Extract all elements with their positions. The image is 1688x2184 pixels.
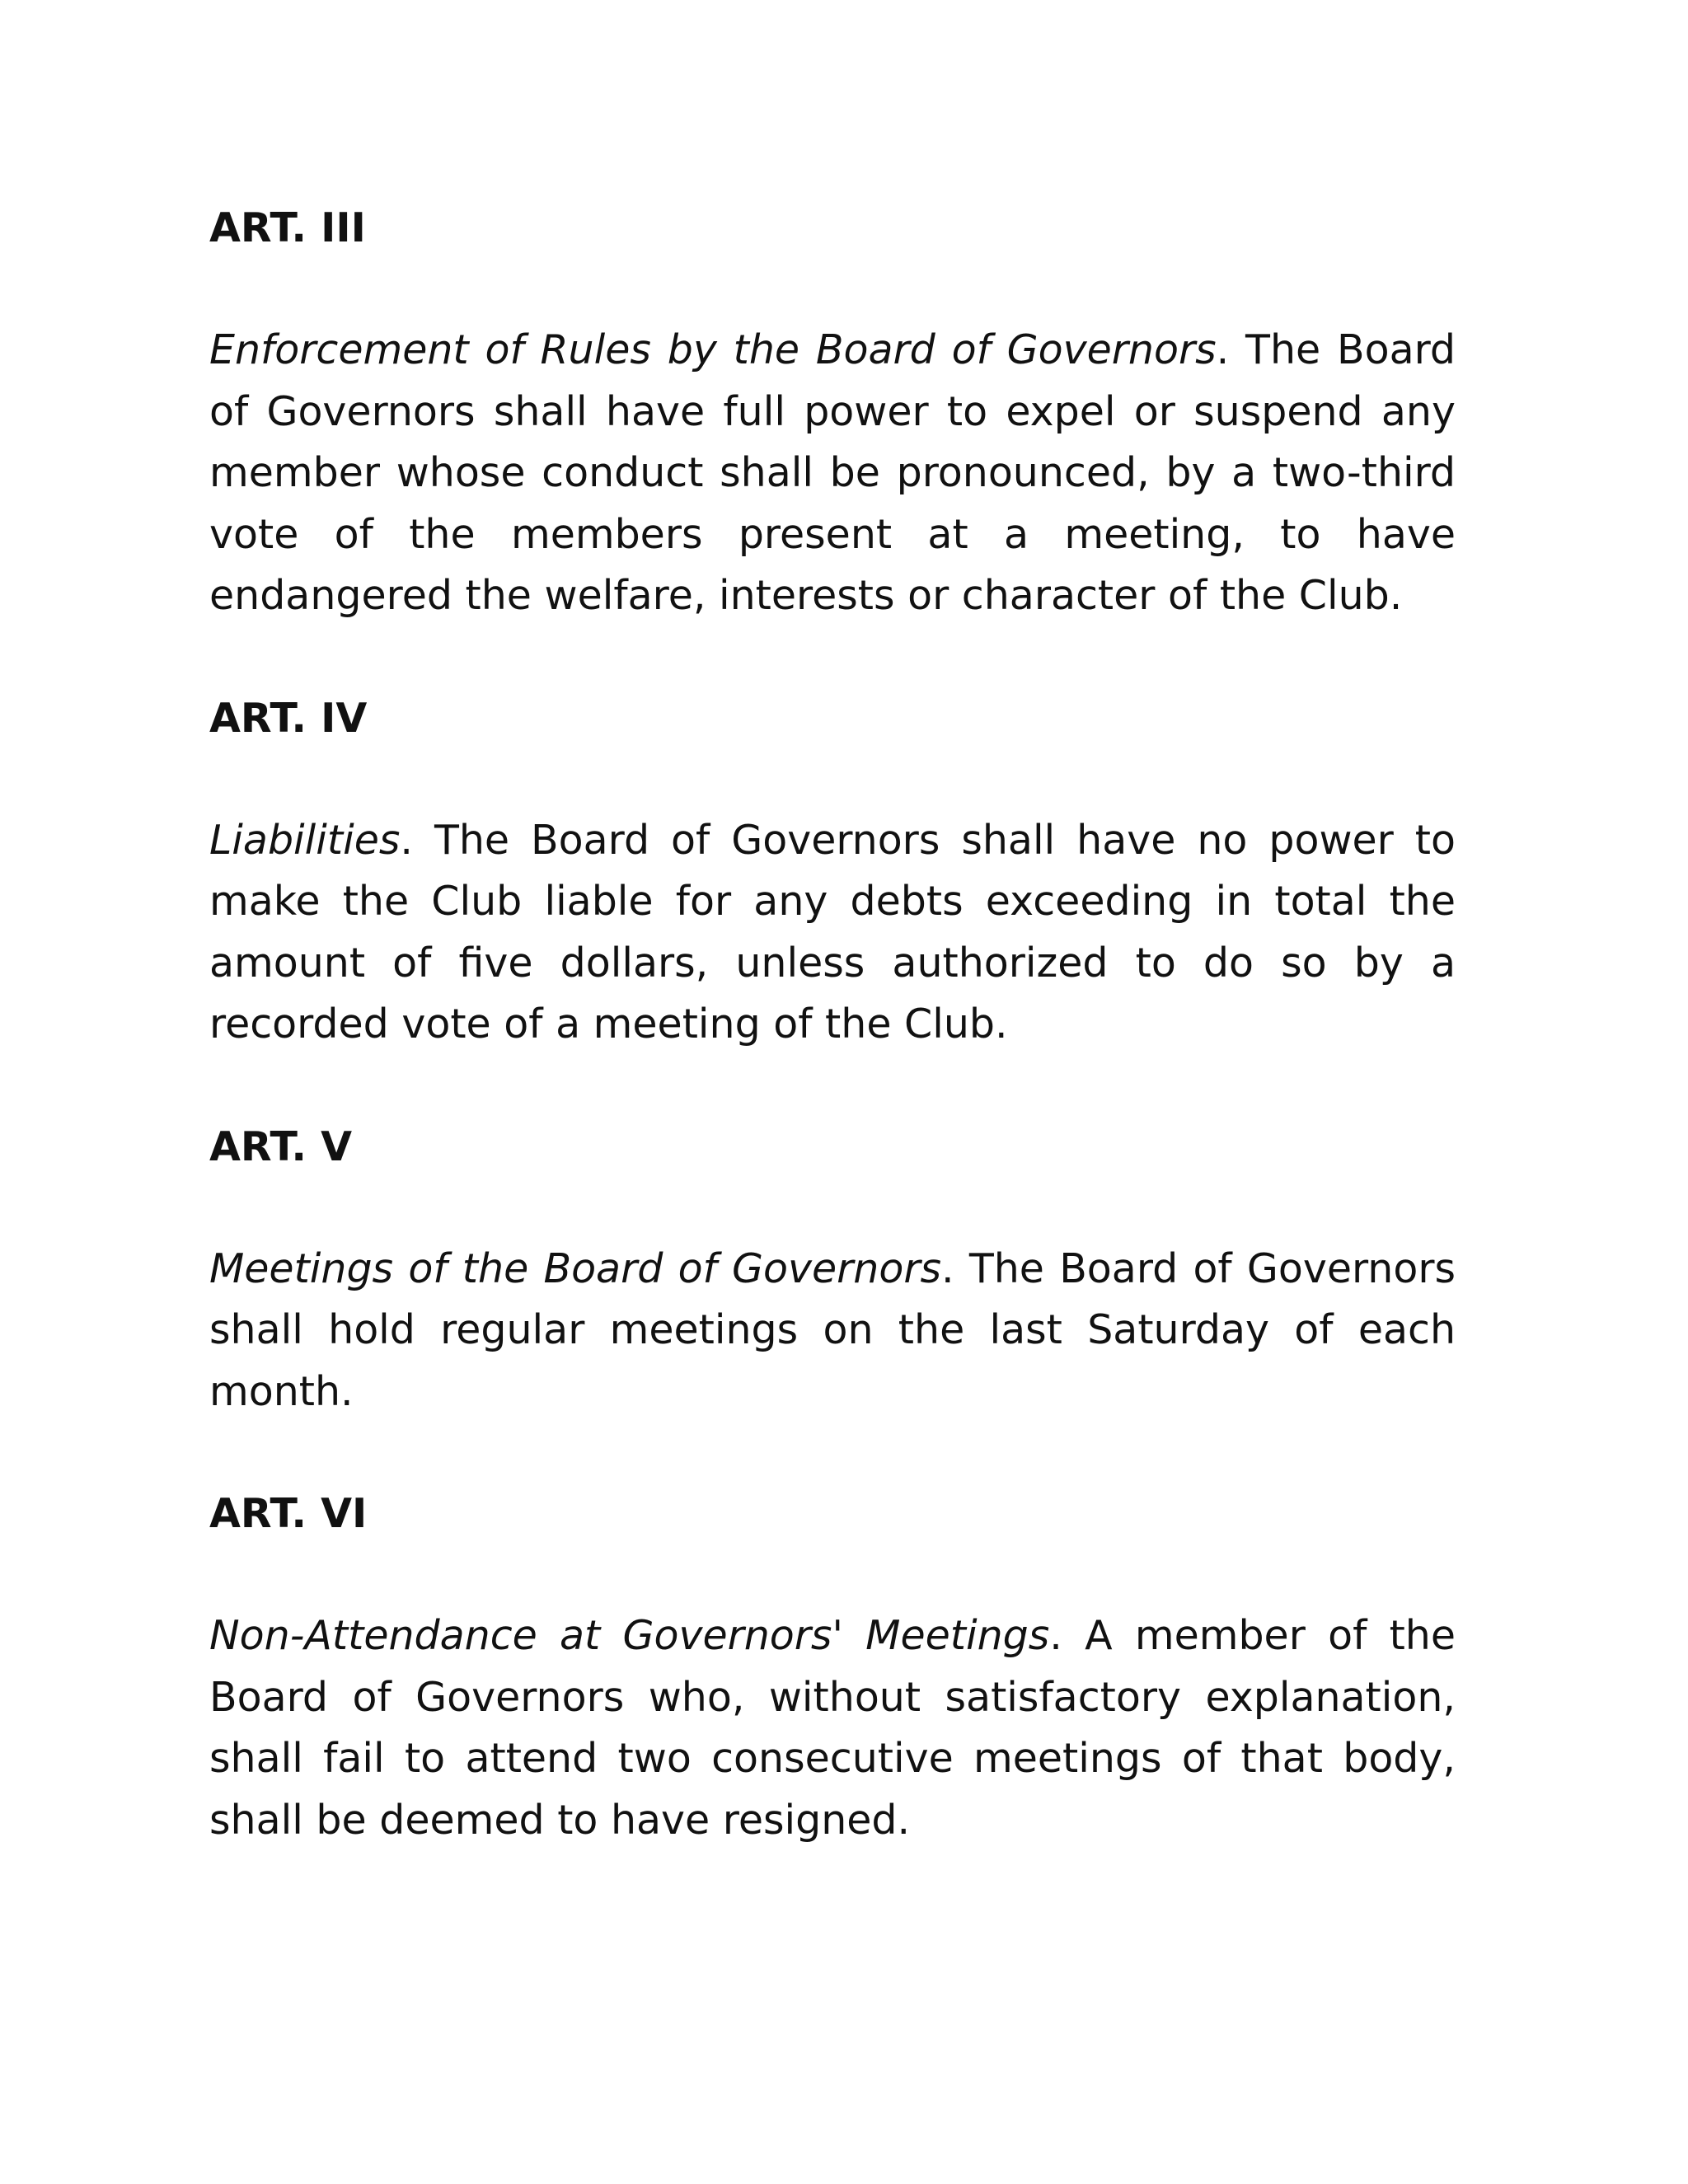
article-iii-body <box>209 320 1456 627</box>
article-iv-body <box>209 810 1456 1056</box>
article-v-text: . The Board of Governors shall hold regular meetings on the last Saturday of each month. <box>209 1244 1456 1415</box>
article-vi-heading: ART. VI <box>209 1490 368 1537</box>
article-vi-title: Non-Attendance at Governors' Meetings <box>209 1612 1050 1659</box>
article-vi-body <box>209 1605 1456 1851</box>
document-page <box>209 198 1456 1851</box>
article-vi-text: . A member of the Board of Governors who, without satisfactory explanation, shall fail to attend two consecutive meetings of that body, shall be deemed to have resigned. <box>209 1612 1456 1844</box>
article-v-body <box>209 1239 1456 1423</box>
article-v-heading: ART. V <box>209 1122 353 1170</box>
article-iv-text: . The Board of Governors shall have no power to make the Club liable for any debts exceeding in total the amount of five dollars, unless authorized to do so by a recorded vote of a meeting of the Club. <box>209 816 1456 1047</box>
article-iii-text: . The Board of Governors shall have full power to expel or suspend any member whose conduct shall be pronounced, by a two-third vote of the members present at a meeting, to have endangered the welfare, interests or character of the Club. <box>209 326 1456 619</box>
article-iii-title: Enforcement of Rules by the Board of Governors <box>209 326 1217 373</box>
article-iii-heading: ART. III <box>209 204 366 251</box>
article-iv-heading: ART. IV <box>209 694 368 742</box>
article-iv-title: Liabilities <box>209 816 401 864</box>
article-v-title: Meetings of the Board of Governors <box>209 1244 941 1292</box>
